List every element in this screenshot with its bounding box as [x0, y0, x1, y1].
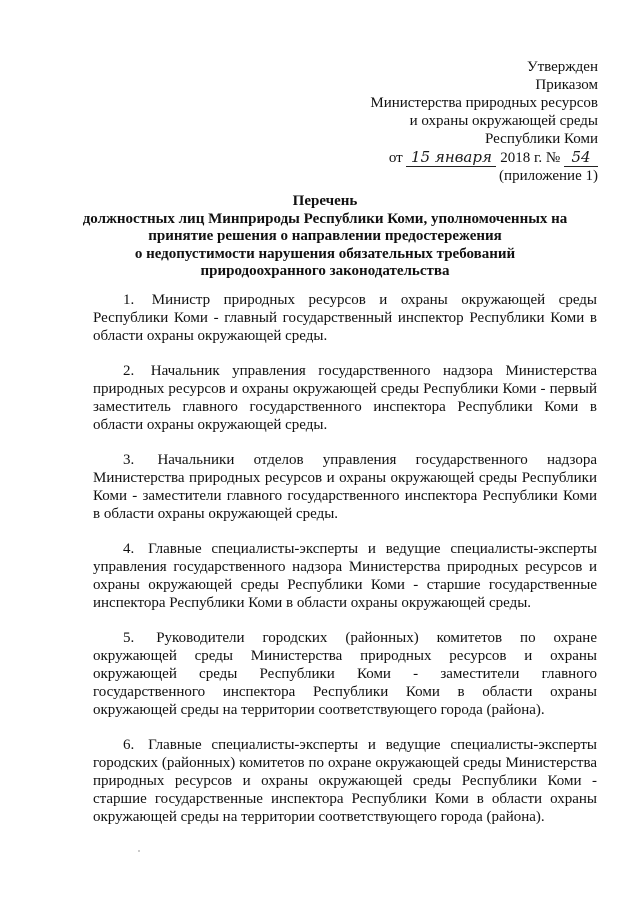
list-item — [93, 362, 597, 434]
list-item-number: 1. — [123, 292, 135, 308]
list-item-number: 3. — [123, 452, 135, 468]
document-title — [60, 193, 590, 281]
title-line-2: должностных лиц Минприроды Республики Коми, уполномоченных на — [82, 210, 568, 227]
list-item-text: Начальники отделов управления государственного надзора Министерства природных ресурсов и охраны окружающей среды Республики Коми - заместители главного государственного инспектора Республики Коми в области охраны окружающей среды. — [93, 452, 597, 522]
approval-line-1: Утвержден — [526, 59, 598, 75]
handwritten-number: 54 — [564, 148, 598, 167]
approval-line-3: Министерства природных ресурсов — [370, 95, 598, 111]
list-item — [93, 540, 597, 612]
list-item-number: 2. — [123, 363, 135, 379]
approval-line-5: Республики Коми — [485, 131, 598, 147]
scan-speck — [138, 850, 140, 852]
title-line-3: принятие решения о направлении предостережения — [148, 228, 502, 244]
handwritten-date: 15 января — [406, 148, 496, 167]
year-text: 2018 г. № — [500, 150, 561, 166]
list-item-text: Главные специалисты-эксперты и ведущие специалисты-эксперты управления государственного надзора Министерства природных ресурсов и охраны окружающей среды Республики Коми - старшие государственные инспектора Республики Коми в области охраны окружающей среды. — [93, 541, 597, 611]
approval-stamp — [370, 58, 598, 185]
approval-line-2: Приказом — [535, 77, 598, 93]
list-item — [93, 451, 597, 523]
title-line-1: Перечень — [292, 193, 358, 209]
list-item — [93, 736, 597, 826]
list-item — [93, 629, 597, 719]
title-line-4: о недопустимости нарушения обязательных требований — [134, 245, 516, 262]
appendix-label: (приложение 1) — [499, 168, 598, 184]
list-item-number: 6. — [123, 737, 135, 753]
list-item-text: Начальник управления государственного надзора Министерства природных ресурсов и охраны окружающей среды Республики Коми - первый заместитель главного государственного инспектора Республики Коми в области охраны окружающей среды. — [93, 363, 597, 433]
list-item-number: 4. — [123, 541, 135, 557]
date-prefix: от — [388, 150, 403, 166]
title-line-5: природоохранного законодательства — [200, 263, 450, 279]
approval-date-line — [370, 148, 598, 167]
list-item — [93, 291, 597, 345]
list-item-text: Главные специалисты-эксперты и ведущие специалисты-эксперты городских (районных) комитетов по охране окружающей среды Министерства природных ресурсов и охраны окружающей среды Республики Коми - старшие государственные инспектора Республики Коми в области охраны окружающей среды на территории соответствующего города (района). — [93, 737, 597, 825]
list-item-number: 5. — [123, 630, 135, 646]
officials-list — [93, 291, 597, 843]
list-item-text: Министр природных ресурсов и охраны окружающей среды Республики Коми - главный государственный инспектор Республики Коми в области охраны окружающей среды. — [93, 292, 598, 344]
approval-line-4: и охраны окружающей среды — [409, 113, 598, 129]
list-item-text: Руководители городских (районных) комитетов по охране окружающей среды Министерства природных ресурсов и охраны окружающей среды Республики Коми - заместители главного государственного инспектора Республики Коми в области охраны окружающей среды на территории соответствующего города (района). — [93, 630, 597, 718]
